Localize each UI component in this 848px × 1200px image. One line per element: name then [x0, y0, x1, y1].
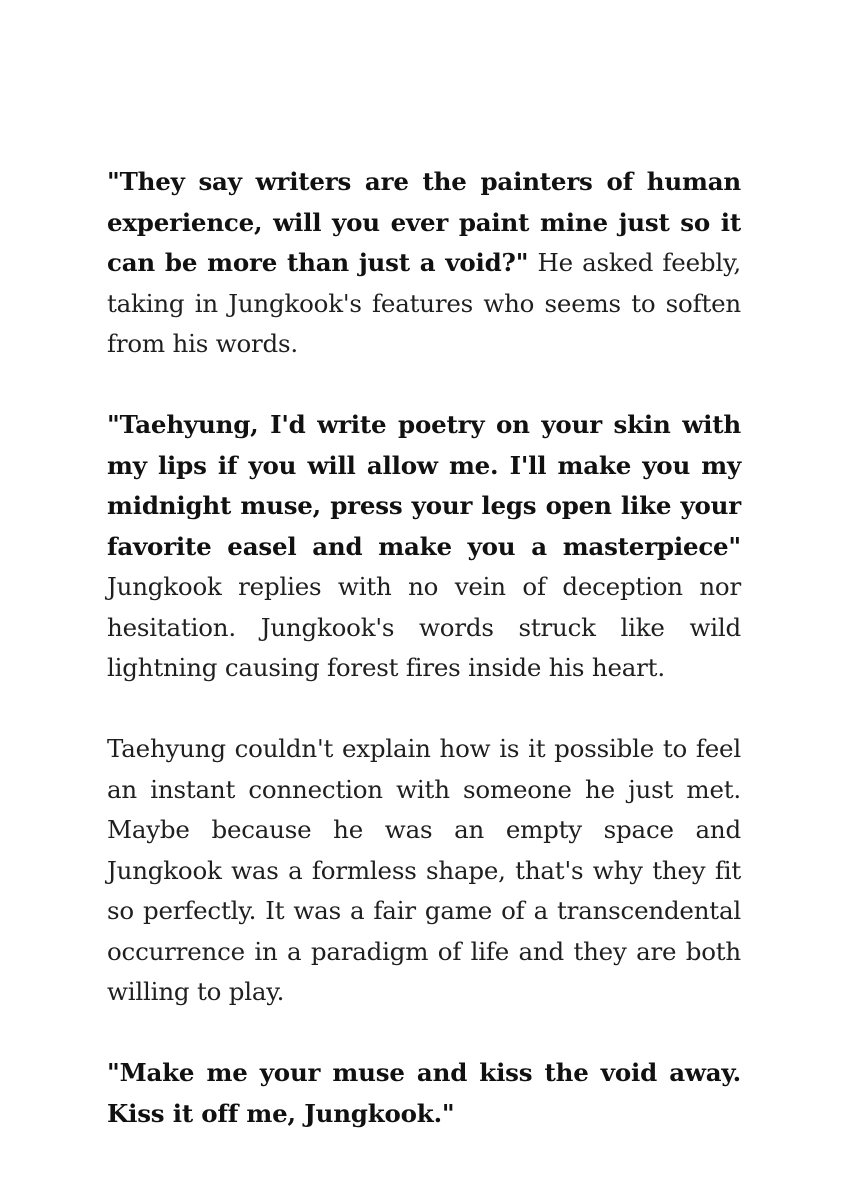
narration-text: Taehyung couldn't explain how is it possible to feel an instant connection with someone he just met. Maybe because he was an empty space and Jungkook was a formless shape, that's why they fit so perfectly. It was a fair game of a transcendental occurrence in a paradigm of life and they are both willing to play. [107, 734, 741, 1006]
document-page [107, 162, 741, 1175]
paragraph-4 [107, 1053, 741, 1134]
dialogue-text: "Make me your muse and kiss the void away. Kiss it off me, Jungkook." [107, 1058, 741, 1128]
dialogue-text: "Taehyung, I'd write poetry on your skin with my lips if you will allow me. I'll make you my midnight muse, press your legs open like your favorite easel and make you a masterpiece" [107, 410, 741, 561]
narration-text: Jungkook replies with no vein of deception nor hesitation. Jungkook's words struck like wild lightning causing forest fires inside his heart. [107, 572, 741, 682]
dialogue-text: "They say writers are the painters of human experience, will you ever paint mine just so it can be more than just a void?" [107, 167, 741, 277]
paragraph-1 [107, 162, 741, 365]
paragraph-3 [107, 729, 741, 1013]
narration-text: He asked feebly, taking in Jungkook's features who seems to soften from his words. [107, 248, 741, 358]
paragraph-2 [107, 405, 741, 689]
